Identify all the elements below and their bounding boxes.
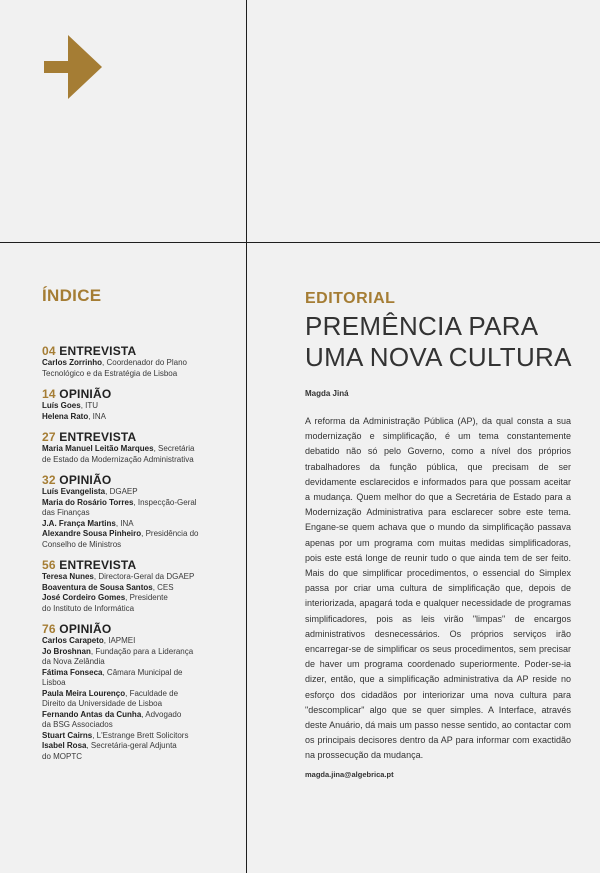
toc-heading (42, 387, 247, 401)
contributor-name: Carlos Carapeto (42, 636, 104, 645)
contributor-affiliation: Direito da Universidade de Lisboa (42, 699, 163, 708)
contributor-name: J.A. França Martins (42, 518, 116, 528)
toc-heading (42, 473, 247, 487)
contributor-line (42, 752, 247, 763)
headline-line-1: PREMÊNCIA PARA (305, 311, 539, 341)
contributor-affiliation: Conselho de Ministros (42, 539, 122, 549)
contributor-line (42, 604, 247, 615)
contributor-name: Alexandre Sousa Pinheiro (42, 529, 142, 538)
toc-entry (42, 622, 247, 762)
contributor-affiliation: , Fundação para a Liderança (90, 646, 194, 656)
contributor-line (42, 508, 247, 519)
contributor-affiliation: , Faculdade de (125, 688, 179, 698)
section-title: OPINIÃO (59, 622, 112, 636)
contributor-name: Isabel Rosa (42, 741, 87, 750)
table-of-contents (42, 344, 247, 762)
contributor-line (42, 583, 247, 594)
contributor-affiliation: da BSG Associados (42, 720, 113, 729)
contributor-name: Helena Rato (42, 411, 89, 421)
toc-heading (42, 344, 247, 358)
contributor-line (42, 487, 247, 498)
contributor-affiliation: , INA (115, 518, 134, 528)
contributor-line (42, 412, 247, 423)
contributor-line (42, 444, 247, 455)
editorial-body: A reforma da Administração Pública (AP), da qual consta a sua modernização e simplificação, é um tema constantemente debatido não só pelo Governo, como a nível dos próprios trabalhadores da função pública, que precisam de ser devidamente esclarecidos e informados para que possam aceitar a mudança. Quem melhor do que a Secretária de Estado para a Modernização Administrativa para esclarecer sobre este tema. Engane-se quem achava que o mundo da simplificação passava apenas por um programa com muitas medidas simplificadoras, pois este está longe de reunir tudo o que ainda tem de ser feito. Mais do que simplificar procedimentos, o essencial do Simplex passa por criar uma cultura de simplificação que, depois de interiorizada, apagará toda e qualquer necessidade de programas simplificadores, pois as leis virão "limpas" de encargos administrativos desnecessários. Os próprios serviços irão encarregar-se de simplificar os seus procedimentos, sem precisar de haver um programa coordenado superiormente. Poder-se-ia dizer, então, que a simplificação administrativa da AP reside no esforço dos cidadãos por interiorizar uma nova cultura para "descomplicar" algo que se quer simples. A Interface, através deste Anuário, dá mais um passo nesse sentido, ao contactar com os principais decisores dentro da AP para informar com exactidão na prossecução da mudança. (305, 416, 571, 761)
section-title: ENTREVISTA (59, 344, 137, 358)
contributor-name: Fernando Antas da Cunha (42, 709, 142, 719)
toc-heading (42, 430, 247, 444)
contributor-name: Fátima Fonseca (42, 667, 103, 677)
contributor-affiliation: , ITU (80, 401, 99, 410)
section-title: ENTREVISTA (59, 430, 137, 444)
section-title: ENTREVISTA (59, 558, 137, 572)
page-number: 56 (42, 558, 56, 572)
author-email: magda.jina@algebrica.pt (305, 769, 394, 779)
contributor-line (42, 519, 247, 530)
toc-entry (42, 558, 247, 614)
editorial-headline (305, 311, 571, 373)
contributor-affiliation: , INA (88, 411, 107, 421)
contributor-affiliation: , Câmara Municipal de (102, 667, 183, 677)
toc-entry (42, 473, 247, 550)
contributor-name: José Cordeiro Gomes (42, 593, 126, 602)
section-title: OPINIÃO (59, 473, 112, 487)
contributor-name: Jo Broshnan (42, 646, 91, 656)
contributor-affiliation: , DGAEP (105, 487, 138, 496)
section-title: OPINIÃO (59, 387, 112, 401)
contributor-line (42, 498, 247, 509)
contributor-name: Maria do Rosário Torres (42, 497, 134, 507)
contributor-affiliation: , Presidência do (141, 529, 199, 538)
contributor-name: Maria Manuel Leitão Marques (42, 444, 154, 453)
editorial-label: EDITORIAL (305, 290, 396, 307)
contributor-line (42, 731, 247, 742)
contributor-name: Luís Goes (42, 401, 81, 410)
index-title: ÍNDICE (42, 286, 102, 305)
contributor-line (42, 668, 247, 679)
contributor-affiliation: , Directora-Geral da DGAEP (93, 572, 195, 581)
contributor-line (42, 710, 247, 721)
page-number: 76 (42, 622, 56, 636)
contributor-affiliation: do MOPTC (42, 751, 83, 761)
contributor-line (42, 720, 247, 731)
contributor-line (42, 593, 247, 604)
contributor-affiliation: , CES (152, 582, 174, 592)
contributor-name: Boaventura de Sousa Santos (42, 582, 153, 592)
right-arrow-icon (44, 35, 102, 99)
contributor-line (42, 741, 247, 752)
contributor-line (42, 647, 247, 658)
toc-heading (42, 558, 247, 572)
contributor-line (42, 678, 247, 689)
contributor-affiliation: , Presidente (125, 593, 168, 602)
contributor-line (42, 540, 247, 551)
toc-entry (42, 430, 247, 465)
page-number: 27 (42, 430, 56, 444)
author-name: Magda Jiná (305, 389, 349, 398)
contributor-affiliation: das Finanças (42, 508, 90, 517)
contributor-affiliation: Tecnológico e da Estratégia de Lisboa (42, 368, 178, 378)
contributor-line (42, 689, 247, 700)
toc-entry (42, 344, 247, 379)
contributor-affiliation: , Secretária-geral Adjunta (86, 741, 177, 750)
contributor-affiliation: , L'Estrange Brett Solicitors (92, 730, 189, 740)
contributor-line (42, 572, 247, 583)
page-number: 32 (42, 473, 56, 487)
contributor-line (42, 699, 247, 710)
contributor-affiliation: do Instituto de Informática (42, 603, 135, 613)
contributor-name: Teresa Nunes (42, 572, 94, 581)
index-column (42, 286, 247, 770)
contributor-line (42, 636, 247, 647)
headline-line-2: UMA NOVA CULTURA (305, 342, 572, 372)
contributor-line (42, 358, 247, 369)
horizontal-rule (0, 242, 600, 243)
contributor-name: Paula Meira Lourenço (42, 688, 126, 698)
contributor-affiliation: da Nova Zelândia (42, 657, 105, 666)
contributor-affiliation: Lisboa (42, 678, 66, 687)
contributor-affiliation: , Coordenador do Plano (102, 358, 187, 367)
toc-entry (42, 387, 247, 422)
contributor-line (42, 529, 247, 540)
editorial-column (305, 290, 571, 779)
contributor-affiliation: , Advogado (141, 709, 182, 719)
contributor-affiliation: , IAPMEI (103, 636, 136, 645)
contributor-line (42, 401, 247, 412)
contributor-name: Carlos Zorrinho (42, 358, 103, 367)
contributor-affiliation: , Inspecção-Geral (133, 497, 197, 507)
page-number: 14 (42, 387, 56, 401)
contributor-name: Luís Evangelista (42, 487, 106, 496)
contributor-line (42, 455, 247, 466)
page-number: 04 (42, 344, 56, 358)
contributor-name: Stuart Cairns (42, 730, 93, 740)
contributor-line (42, 369, 247, 380)
contributor-line (42, 657, 247, 668)
contributor-affiliation: de Estado da Modernização Administrativa (42, 454, 194, 464)
toc-heading (42, 622, 247, 636)
contributor-affiliation: , Secretária (153, 444, 195, 453)
